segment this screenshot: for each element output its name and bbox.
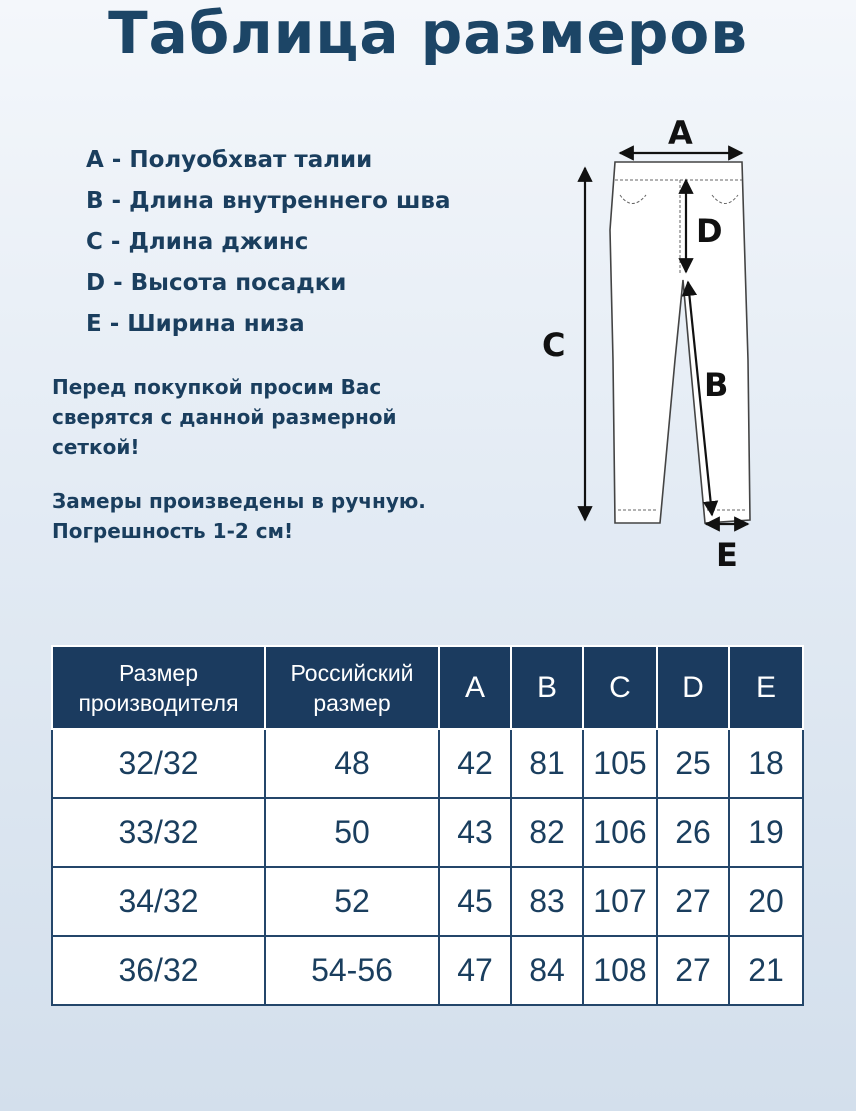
table-cell: 32/32 (52, 729, 265, 798)
table-cell: 27 (657, 936, 729, 1005)
table-cell: 105 (583, 729, 657, 798)
table-cell: 20 (729, 867, 803, 936)
table-cell: 33/32 (52, 798, 265, 867)
table-row (52, 867, 803, 936)
table-cell: 42 (439, 729, 511, 798)
table-header-cell: C (583, 646, 657, 729)
table-row (52, 936, 803, 1005)
table-cell: 106 (583, 798, 657, 867)
legend-item-a: A - Полуобхват талии (86, 147, 373, 173)
jeans-diagram (520, 110, 810, 580)
diagram-label-a: A (668, 114, 693, 152)
legend-item-c: C - Длина джинс (86, 229, 309, 255)
measurement-note: Замеры произведены в ручную. Погрешность 1-2 см! (52, 489, 426, 543)
table-cell: 48 (265, 729, 439, 798)
size-table (51, 645, 804, 1006)
table-cell: 107 (583, 867, 657, 936)
table-cell: 25 (657, 729, 729, 798)
table-header-cell: A (439, 646, 511, 729)
table-header-cell: E (729, 646, 803, 729)
table-header-row (52, 646, 803, 729)
table-cell: 108 (583, 936, 657, 1005)
table-header-cell: D (657, 646, 729, 729)
table-cell: 21 (729, 936, 803, 1005)
table-cell: 83 (511, 867, 583, 936)
table-row (52, 729, 803, 798)
diagram-label-c: C (542, 326, 566, 364)
table-header-cell: B (511, 646, 583, 729)
table-cell: 34/32 (52, 867, 265, 936)
table-cell: 50 (265, 798, 439, 867)
table-cell: 19 (729, 798, 803, 867)
table-cell: 36/32 (52, 936, 265, 1005)
table-cell: 27 (657, 867, 729, 936)
table-cell: 52 (265, 867, 439, 936)
table-cell: 81 (511, 729, 583, 798)
purchase-note: Перед покупкой просим Вас сверятся с данной размерной сеткой! (52, 375, 397, 459)
table-cell: 26 (657, 798, 729, 867)
measurement-legend (86, 140, 451, 345)
table-cell: 18 (729, 729, 803, 798)
table-row (52, 798, 803, 867)
table-cell: 82 (511, 798, 583, 867)
table-cell: 45 (439, 867, 511, 936)
diagram-label-b: B (704, 366, 729, 404)
table-header-cell: Российский размер (265, 646, 439, 729)
legend-item-b: B - Длина внутреннего шва (86, 188, 451, 214)
diagram-label-d: D (696, 212, 723, 250)
table-header-cell: Размер производителя (52, 646, 265, 729)
table-cell: 47 (439, 936, 511, 1005)
page-title: Таблица размеров (108, 0, 748, 67)
diagram-label-e: E (716, 536, 738, 574)
table-cell: 54-56 (265, 936, 439, 1005)
legend-item-e: E - Ширина низа (86, 311, 305, 337)
table-cell: 43 (439, 798, 511, 867)
legend-item-d: D - Высота посадки (86, 270, 347, 296)
table-cell: 84 (511, 936, 583, 1005)
